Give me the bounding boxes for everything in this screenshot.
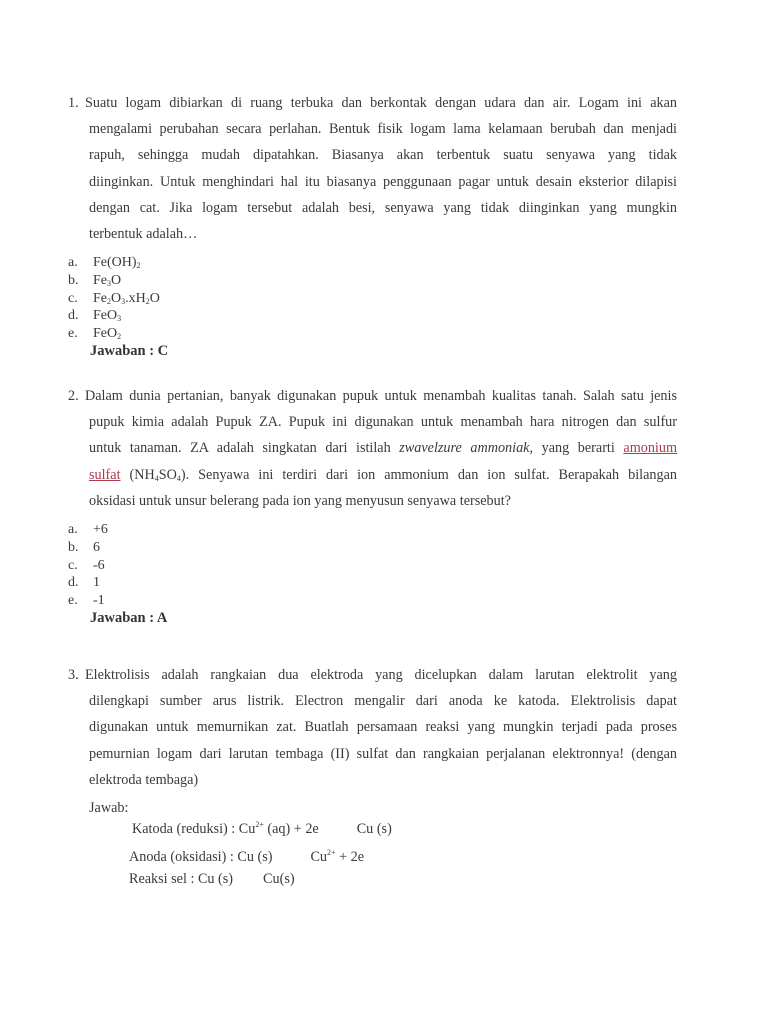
question-1-line-3: rapuh, sehingga mudah dipatahkan. Biasanya akan terbentuk suatu senyawa yang tidak [89,147,677,164]
option-c: c. -6 [68,557,105,573]
amonium-sulfat-link-cont[interactable]: sulfat [89,466,121,483]
question-1 [68,90,677,247]
question-1-line-4: diinginkan. Untuk menghindari hal itu biasanya penggunaan pagar untuk desain eksterior dilapisi [89,173,677,190]
question-2-options [68,521,108,610]
anoda-reaction: Anoda (oksidasi) : Cu (s) $Cu^{2+} + 2e$ [129,848,365,865]
question-2-line-1: 2. Dalam dunia pertanian, banyak digunakan pupuk untuk menambah kualitas tanah. Salah satu jenis [68,383,677,409]
question-3-line-1: 3. Elektrolisis adalah rangkaian dua elektroda yang dicelupkan dalam larutan elektrolit yang [68,662,677,688]
question-1-line-1: 1. Suatu logam dibiarkan di ruang terbuka dan berkontak dengan udara dan air. Logam ini akan [68,90,677,116]
question-1-line-5: dengan cat. Jika logam tersebut adalah besi, senyawa yang tidak diinginkan yang mungkin [89,199,677,216]
option-e: e. -1 [68,593,105,609]
question-2-line-5: oksidasi untuk unsur belerang pada ion yang menyusun senyawa tersebut? [89,492,511,509]
question-1-options [68,254,160,343]
jawab-label: Jawab: [89,800,129,816]
question-2-line-3: untuk tanaman. ZA adalah singkatan dari istilah zwavelzure ammoniak, yang berarti amonium [89,440,677,457]
amonium-sulfat-link[interactable]: amonium [623,440,677,457]
katoda-reaction: Katoda (reduksi) : $Cu^{2+}$ (aq) + 2e Cu (s) [132,820,392,837]
option-c: c. $Fe_2O_3.xH_2O$ [68,290,160,306]
question-number: 3. [68,667,79,683]
question-3-line-4: pemurnian logam dari larutan tembaga (II) sulfat dan rangkaian perjalanan elektronnya! (dengan [89,745,677,762]
question-1-answer: Jawaban : C [90,343,169,359]
option-d: d. 1 [68,575,100,591]
question-2-line-2: pupuk kimia adalah Pupuk ZA. Pupuk ini digunakan untuk menambah hara nitrogen dan sulfur [89,414,677,431]
option-a: a. +6 [68,522,108,537]
option-b: b. 6 [68,539,100,555]
question-number: 2. [68,388,79,404]
question-number: 1. [68,95,79,111]
option-a: a. $Fe(OH)_2$ [68,255,141,270]
question-1-line-6: terbentuk adalah… [89,225,198,242]
option-b: b. $Fe_3O$ [68,272,122,288]
question-3-line-3: digunakan untuk memurnikan zat. Buatlah persamaan reaksi yang mungkin terjadi pada proses [89,719,677,736]
question-2 [68,383,677,514]
reaksi-sel: Reaksi sel : Cu (s) Cu(s) [129,871,295,887]
option-e: e. FeO$_2$ [68,326,122,342]
question-2-line-4: sulfat $(NH_4SO_4)$. Senyawa ini terdiri dari ion ammonium dan ion sulfat. Berapakah bilangan [89,466,677,483]
question-3-line-2: dilengkapi sumber arus listrik. Electron mengalir dari anoda ke katoda. Elektrolisis dapat [89,693,677,710]
question-1-line-2: mengalami perubahan secara perlahan. Bentuk fisik logam lama kelamaan berubah dan menjadi [89,121,677,138]
question-3 [68,662,677,793]
option-d: d. FeO$_3$ [68,308,122,324]
question-2-answer: Jawaban : A [90,610,168,626]
question-3-line-5: elektroda tembaga) [89,771,199,788]
